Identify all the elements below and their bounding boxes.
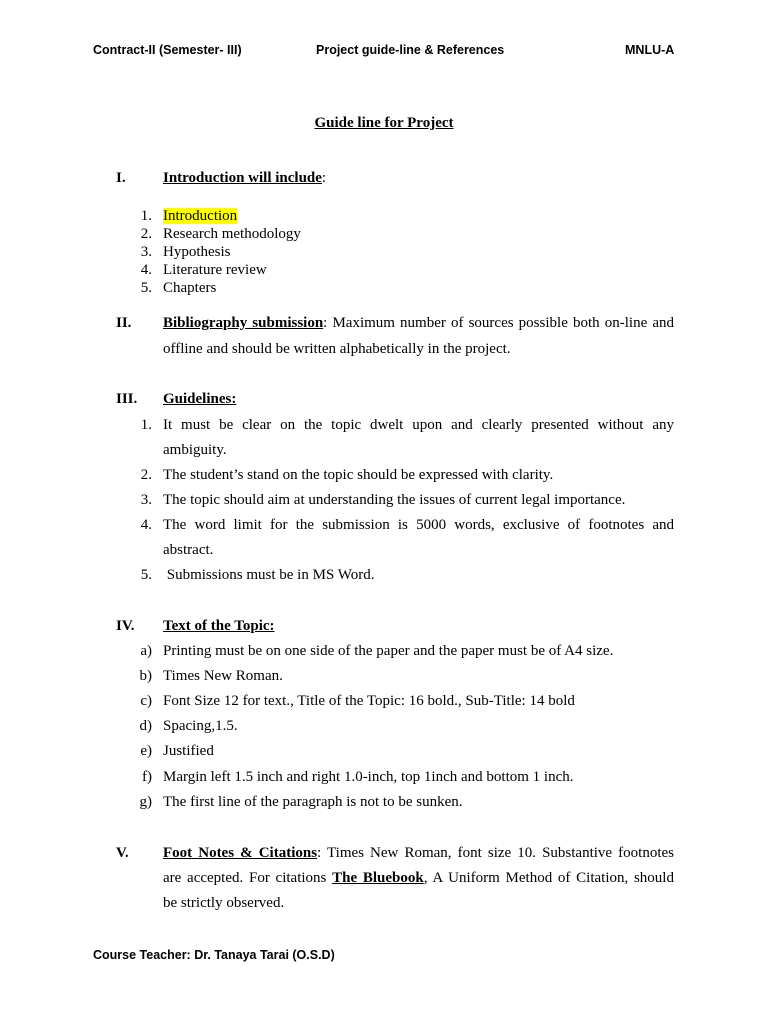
section-2-text: : Maximum number of sources possible both on-line and: [323, 315, 674, 331]
section-5-text: : Times New Roman, font size 10. Substantive footnotes: [317, 845, 674, 861]
list-marker: f): [142, 769, 152, 785]
section-5-number: V.: [116, 845, 129, 861]
list-item-continuation: ambiguity.: [163, 442, 227, 458]
list-item: [163, 208, 237, 225]
section-4-heading: Text of the Topic:: [163, 618, 275, 634]
list-item: Submissions must be in MS Word.: [163, 567, 375, 583]
section-5-heading: Foot Notes & Citations: [163, 845, 318, 861]
list-item: Justified: [163, 743, 214, 759]
list-item: It must be clear on the topic dwelt upon and clearly presented without any: [163, 417, 674, 433]
section-2-number: II.: [116, 315, 132, 331]
section-5-text-post: , A Uniform Method of Citation, should: [423, 870, 674, 886]
section-3-heading: Guidelines:: [163, 391, 237, 407]
list-item: Research methodology: [163, 226, 301, 242]
list-item: Printing must be on one side of the paper and the paper must be of A4 size.: [163, 643, 614, 659]
section-5-line-1: [163, 845, 674, 862]
list-item: Chapters: [163, 280, 217, 296]
header-center: Project guide-line & References: [316, 43, 505, 57]
list-item: The first line of the paragraph is not to be sunken.: [163, 794, 463, 810]
section-5-line-3: be strictly observed.: [163, 895, 285, 911]
list-item-continuation: abstract.: [163, 542, 214, 558]
list-item: The topic should aim at understanding the issues of current legal importance.: [163, 492, 626, 508]
section-5-text-pre: are accepted. For citations: [163, 870, 333, 886]
section-4-number: IV.: [116, 618, 135, 634]
document-title: Guide line for Project: [314, 115, 454, 131]
header-left: Contract-II (Semester- III): [93, 43, 242, 57]
list-marker: 4.: [140, 517, 152, 533]
list-marker: e): [140, 743, 152, 759]
list-item: The word limit for the submission is 5000 words, exclusive of footnotes and: [163, 517, 674, 533]
header-right: MNLU-A: [625, 43, 675, 57]
section-3-number: III.: [116, 391, 138, 407]
list-marker: 1.: [140, 208, 152, 224]
section-1-heading: Introduction will include: [163, 170, 322, 186]
section-4-heading-line: [163, 618, 275, 635]
list-marker: a): [140, 643, 152, 659]
list-item: Literature review: [163, 262, 267, 278]
list-marker: 5.: [140, 567, 152, 583]
list-marker: 2.: [140, 226, 152, 242]
list-marker: 4.: [140, 262, 152, 278]
section-5-line-2: [163, 870, 674, 887]
list-marker: 3.: [140, 492, 152, 508]
list-item: Font Size 12 for text., Title of the Topic: 16 bold., Sub-Title: 14 bold: [163, 693, 575, 709]
section-1-colon: :: [321, 170, 327, 186]
list-marker: d): [139, 718, 152, 734]
section-2-line-2: offline and should be written alphabetically in the project.: [163, 341, 511, 357]
section-1-number: I.: [116, 170, 126, 186]
list-item: Hypothesis: [163, 244, 231, 260]
highlighted-text: Introduction: [163, 208, 238, 224]
list-marker: b): [139, 668, 152, 684]
bluebook-reference: The Bluebook: [332, 870, 424, 886]
footer-course-teacher: Course Teacher: Dr. Tanaya Tarai (O.S.D): [93, 948, 335, 962]
section-2-heading: Bibliography submission: [163, 315, 324, 331]
section-3-heading-line: [163, 391, 236, 408]
list-marker: 2.: [140, 467, 152, 483]
list-marker: 5.: [140, 280, 152, 296]
list-marker: 1.: [140, 417, 152, 433]
list-item: Margin left 1.5 inch and right 1.0-inch, top 1inch and bottom 1 inch.: [163, 769, 574, 785]
list-marker: g): [139, 794, 152, 810]
list-marker: c): [140, 693, 152, 709]
list-item: The student’s stand on the topic should be expressed with clarity.: [163, 467, 554, 483]
list-item: Spacing,1.5.: [163, 718, 238, 734]
section-1-heading-line: [163, 170, 326, 187]
section-2-line-1: [163, 315, 674, 332]
list-item: Times New Roman.: [163, 668, 283, 684]
list-marker: 3.: [140, 244, 152, 260]
